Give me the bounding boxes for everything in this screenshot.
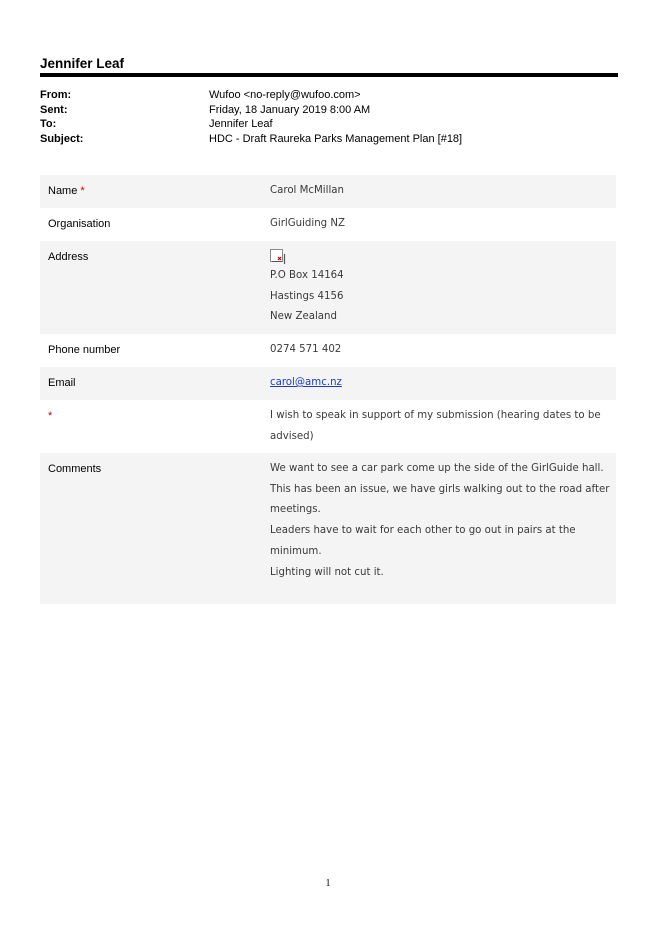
email-value <box>270 373 616 400</box>
address-label: Address <box>48 251 89 263</box>
form-row-email <box>40 367 616 400</box>
broken-image-icon <box>270 249 286 265</box>
meta-row-to <box>40 117 618 132</box>
comments-line-5: minimum. <box>270 545 322 557</box>
meta-row-from <box>40 88 618 103</box>
form-row-name <box>40 175 616 208</box>
email-label: Email <box>48 377 76 389</box>
meta-row-subject <box>40 132 618 147</box>
header-divider <box>40 73 618 77</box>
meta-row-sent <box>40 103 618 118</box>
name-label <box>40 184 270 208</box>
address-line-2: Hastings 4156 <box>270 290 344 302</box>
comments-line-4: Leaders have to wait for each other to go out in pairs at the <box>270 525 576 537</box>
to-label: To: <box>40 118 57 131</box>
to-value: Jennifer Leaf <box>209 118 273 131</box>
name-label-text: Name <box>48 185 78 197</box>
sent-value: Friday, 18 January 2019 8:00 AM <box>209 103 371 116</box>
email-header <box>40 56 618 77</box>
subject-label: Subject: <box>40 132 84 145</box>
sender-name: Jennifer Leaf <box>40 56 125 71</box>
page-number: 1 <box>325 878 331 889</box>
submission-form <box>40 175 616 604</box>
required-marker: * <box>48 410 53 422</box>
form-row-hearing <box>40 400 616 453</box>
email-meta <box>40 88 618 146</box>
from-label: From: <box>40 89 72 101</box>
comments-line-1: We want to see a car park come up the side of the GirlGuide hall. <box>270 463 604 474</box>
phone-value: 0274 571 402 <box>270 344 342 355</box>
from-value: Wufoo <no-reply@wufoo.com> <box>209 89 361 101</box>
comments-line-3: meetings. <box>270 504 321 516</box>
organisation-label: Organisation <box>48 218 111 230</box>
form-row-comments <box>40 453 616 604</box>
required-marker: * <box>80 185 85 197</box>
hearing-line-1: I wish to speak in support of my submission (hearing dates to be <box>270 410 601 421</box>
hearing-line-2: advised) <box>270 430 314 442</box>
hearing-value <box>270 406 616 453</box>
comments-value <box>270 459 616 604</box>
address-value <box>270 247 616 334</box>
hearing-label <box>40 409 270 453</box>
comments-line-2: This has been an issue, we have girls walking out to the road after <box>270 483 610 495</box>
comments-label: Comments <box>48 463 102 475</box>
address-line-1: P.O Box 14164 <box>270 270 344 281</box>
form-row-phone <box>40 334 616 367</box>
form-row-address <box>40 241 616 334</box>
subject-value: HDC - Draft Raureka Parks Management Plan [#18] <box>209 132 463 145</box>
comments-line-6: Lighting will not cut it. <box>270 566 384 578</box>
sent-label: Sent: <box>40 103 68 116</box>
name-value: Carol McMillan <box>270 185 344 196</box>
form-row-organisation <box>40 208 616 241</box>
phone-label: Phone number <box>48 344 121 356</box>
email-link[interactable]: carol@amc.nz <box>270 377 342 388</box>
address-line-3: New Zealand <box>270 311 337 323</box>
organisation-value: GirlGuiding NZ <box>270 218 345 229</box>
